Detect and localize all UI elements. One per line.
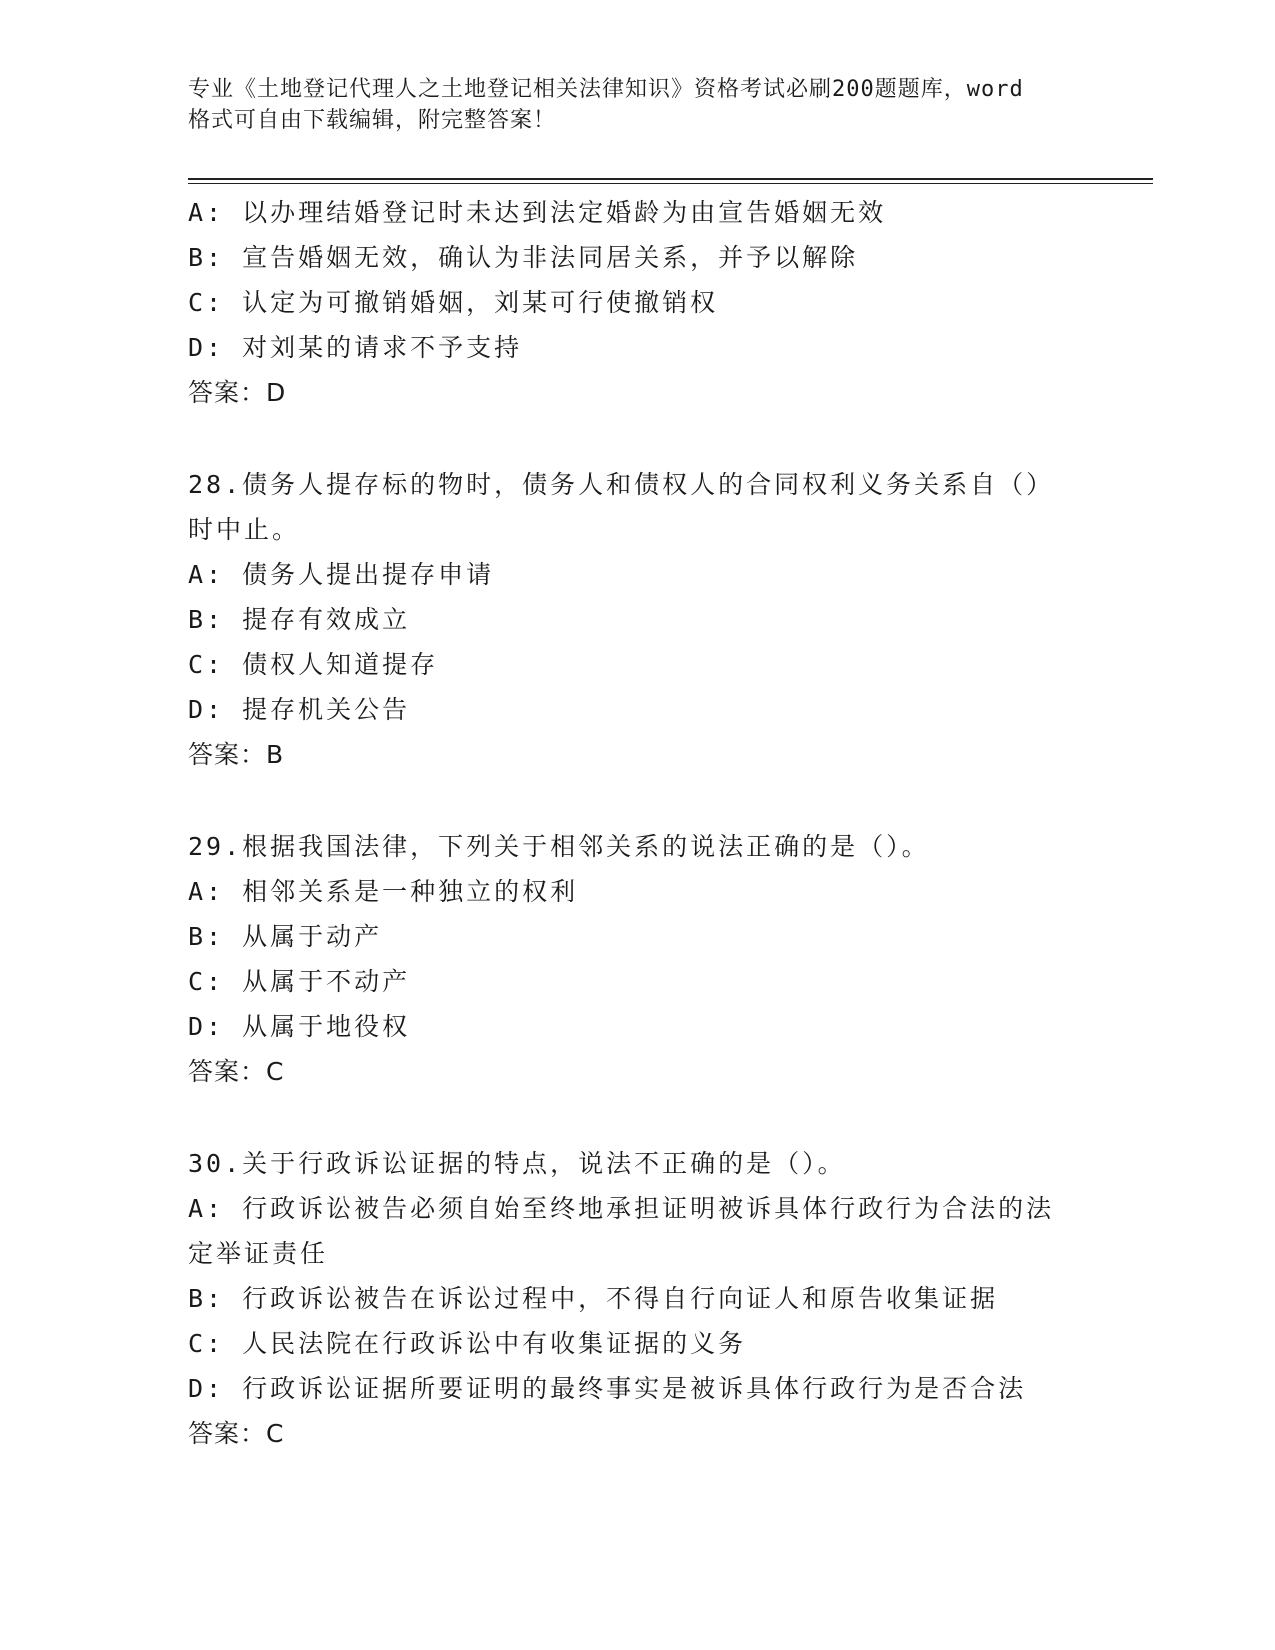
option-d: D: 行政诉讼证据所要证明的最终事实是被诉具体行政行为是否合法: [188, 1374, 1027, 1403]
question-text-line-2: 时中止。: [188, 515, 301, 544]
document-header: [188, 74, 1088, 136]
spacer: [188, 415, 1088, 462]
option-c: C: 从属于不动产: [188, 967, 411, 996]
question-29: [188, 824, 1088, 1094]
option-d: D: 从属于地役权: [188, 1012, 411, 1041]
option-b: B: 宣告婚姻无效，确认为非法同居关系，并予以解除: [188, 243, 859, 272]
header-line-2: 格式可自由下载编辑，附完整答案！: [188, 108, 557, 133]
answer: 答案：C: [188, 1057, 285, 1086]
answer: 答案：D: [188, 378, 287, 407]
option-d: D: 提存机关公告: [188, 695, 411, 724]
question-text: 30.关于行政诉讼证据的特点，说法不正确的是（）。: [188, 1149, 846, 1178]
option-a: A: 债务人提出提存申请: [188, 560, 495, 589]
header-divider-thick: [188, 178, 1153, 180]
option-a: A: 相邻关系是一种独立的权利: [188, 877, 579, 906]
question-28: [188, 462, 1088, 777]
answer: 答案：C: [188, 1419, 285, 1448]
spacer: [188, 777, 1088, 824]
option-a-line-1: A: 行政诉讼被告必须自始至终地承担证明被诉具体行政行为合法的法: [188, 1194, 1055, 1223]
question-27: [188, 190, 1088, 415]
option-b: B: 提存有效成立: [188, 605, 411, 634]
option-a-line-2: 定举证责任: [188, 1239, 329, 1268]
header-line-1: 专业《土地登记代理人之土地登记相关法律知识》资格考试必刷200题题库，word: [188, 77, 1024, 102]
question-text-line-1: 28.债务人提存标的物时，债务人和债权人的合同权利义务关系自（）: [188, 470, 1055, 499]
question-text: 29.根据我国法律，下列关于相邻关系的说法正确的是（）。: [188, 832, 930, 861]
question-30: [188, 1141, 1088, 1456]
document-body: [188, 190, 1088, 1456]
answer: 答案：B: [188, 740, 285, 769]
option-b: B: 行政诉讼被告在诉讼过程中，不得自行向证人和原告收集证据: [188, 1284, 999, 1313]
spacer: [188, 1094, 1088, 1141]
option-c: C: 人民法院在行政诉讼中有收集证据的义务: [188, 1329, 747, 1358]
option-b: B: 从属于动产: [188, 922, 383, 951]
option-a: A: 以办理结婚登记时未达到法定婚龄为由宣告婚姻无效: [188, 198, 887, 227]
option-d: D: 对刘某的请求不予支持: [188, 333, 523, 362]
header-divider-thin: [188, 183, 1153, 184]
option-c: C: 债权人知道提存: [188, 650, 439, 679]
option-c: C: 认定为可撤销婚姻，刘某可行使撤销权: [188, 288, 719, 317]
